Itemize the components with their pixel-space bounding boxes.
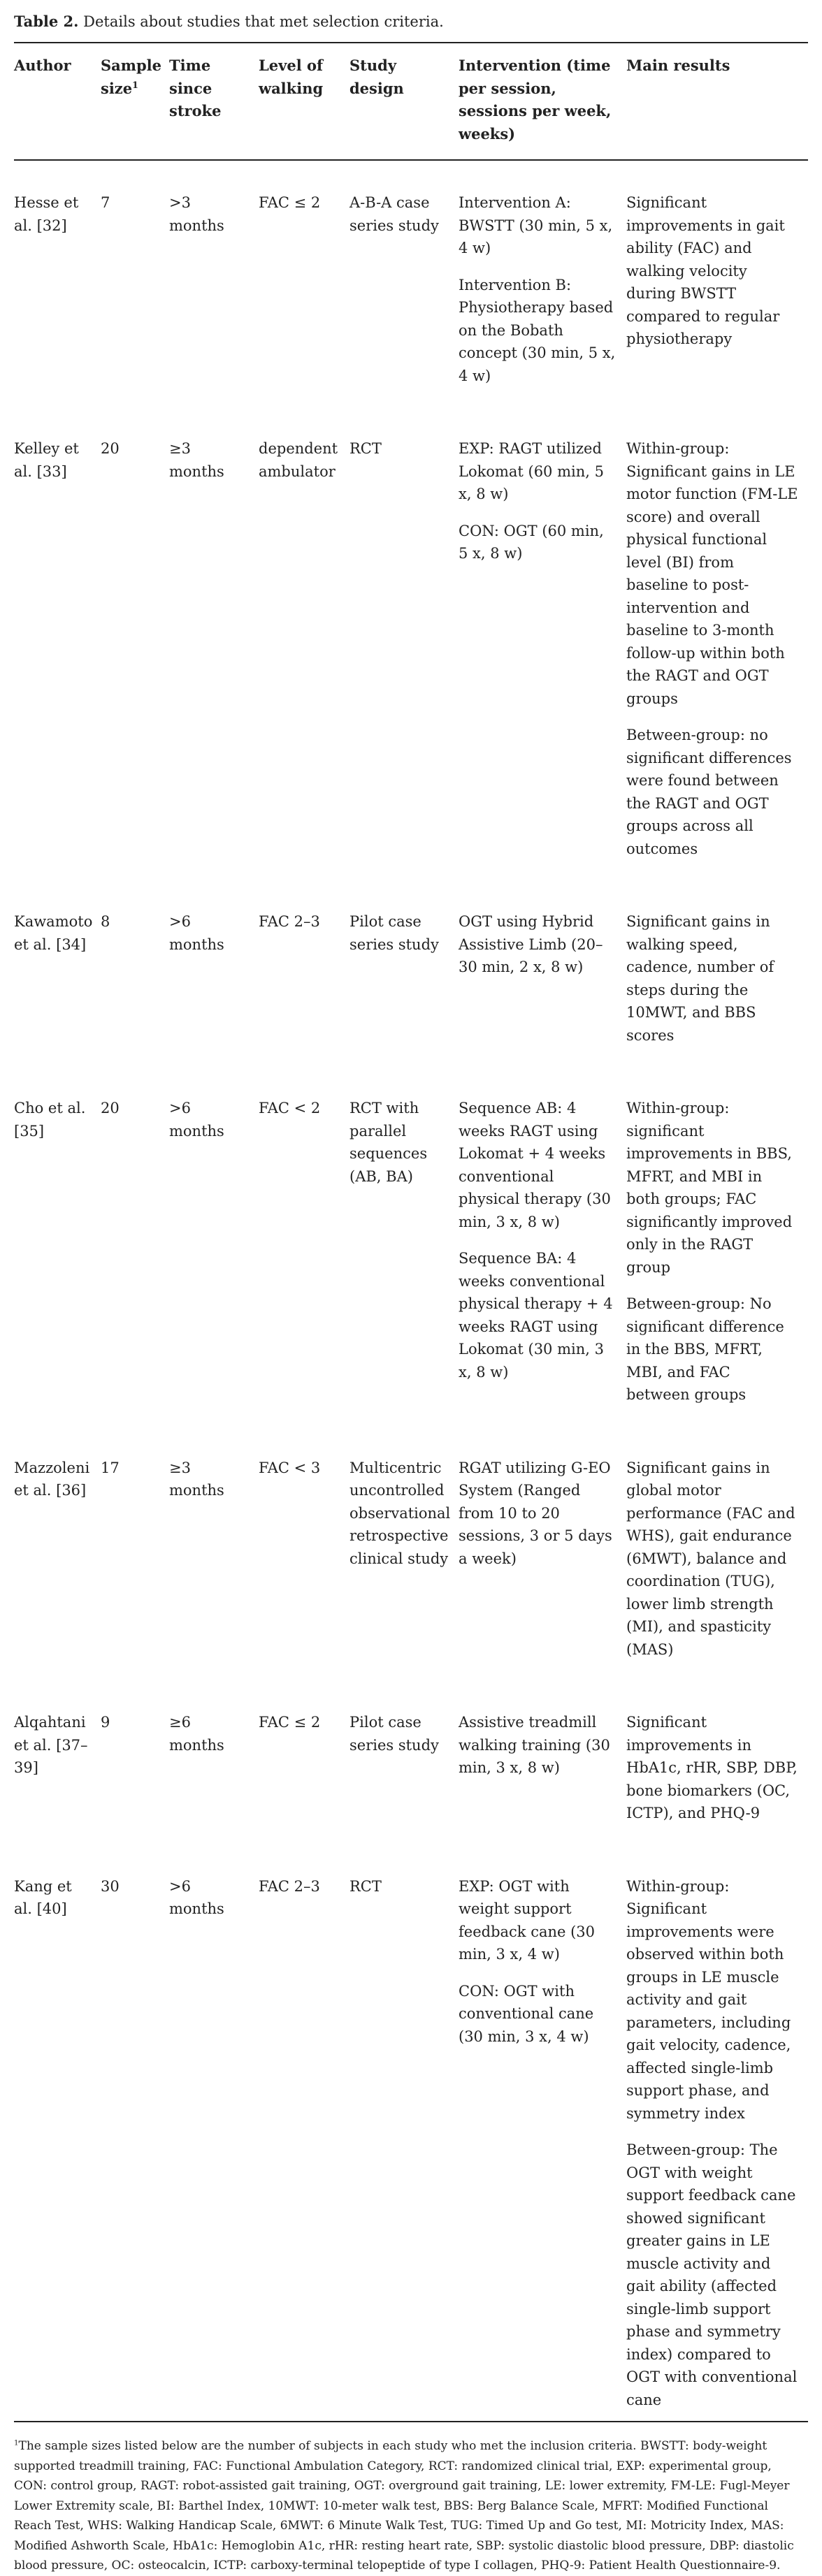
table-row <box>14 885 808 1072</box>
cell-level-of-walking: dependent ambulator <box>259 440 338 480</box>
cell-main-results-paragraph: Within-group: Significant improvements were observed within both groups in LE muscle activity and gait parameters, including gait velocity, cadence, affected single-limb support phase, and symmetry index <box>626 1877 791 2122</box>
footnote-text: The sample sizes listed below are the number of subjects in each study who met the inclusion criteria. BWSTT: body-weight supported treadmill training, FAC: Functional Ambulation Category, RCT: randomized clinical trial, EXP: experimental group, CON: control group, RAGT: robot-assisted gait training, OGT: overground gait training, LE: lower extremity, FM-LE: Fugl-Meyer Lower Extremity scale, BI: Barthel Index, 10MWT: 10-meter walk test, BBS: Berg Balance Scale, MFRT: Modified Functional Reach Test, WHS: Walking Handicap Scale, 6MWT: 6 Minute Walk Test, TUG: Timed Up and Go test, MI: Motricity Index, MAS: Modified Ashworth Scale, HbA1c: Hemoglobin A1c, rHR: resting heart rate, SBP: systolic diastolic blood pressure, DBP: diastolic blood pressure, OC: osteocalcin, ICTP: carboxy-terminal telopeptide of type I collagen, PHQ-9: Patient Health Questionnaire-9. <box>14 2439 794 2573</box>
cell-main-results-paragraph: Significant gains in global motor performance (FAC and WHS), gait endurance (6MWT), balance and coordination (TUG), lower limb strength (MI), and spasticity (MAS) <box>626 1459 795 1658</box>
cell-time-since-stroke: ≥3 months <box>169 1459 224 1499</box>
cell-intervention <box>459 1850 626 2422</box>
cell-sample-size: 17 <box>101 1459 120 1476</box>
header-sample-size-footnote-mark: 1 <box>132 79 138 90</box>
header-study-design: Study design <box>349 43 459 160</box>
cell-sample-size: 7 <box>101 194 110 211</box>
cell-intervention-paragraph: RGAT utilizing G-EO System (Ranged from 10 to 20 sessions, 3 or 5 days a week) <box>459 1459 612 1567</box>
cell-time-since-stroke: >6 months <box>169 913 224 953</box>
cell-sample-size: 20 <box>101 440 120 457</box>
cell-main-results <box>626 1432 808 1687</box>
cell-author: Alqahtani et al. [37–39] <box>14 1714 88 1776</box>
table-body <box>14 160 808 2421</box>
header-row <box>14 43 808 160</box>
cell-main-results-paragraph: Significant improvements in gait ability (FAC) and walking velocity during BWSTT compared to regular physiotherapy <box>626 194 785 347</box>
table-row <box>14 1432 808 1687</box>
cell-intervention <box>459 1072 626 1432</box>
cell-level-of-walking: FAC 2–3 <box>259 913 320 930</box>
table-row <box>14 1072 808 1432</box>
cell-intervention-paragraph: Assistive treadmill walking training (30 min, 3 x, 8 w) <box>459 1714 610 1776</box>
cell-level-of-walking: FAC < 2 <box>259 1100 321 1116</box>
cell-level-of-walking: FAC ≤ 2 <box>259 194 321 211</box>
cell-main-results-paragraph: Within-group: Significant gains in LE motor function (FM-LE score) and overall physical functional level (BI) from baseline to post-intervention and baseline to 3-month follow-up within both the RAGT and OGT groups <box>626 440 798 707</box>
cell-time-since-stroke: ≥6 months <box>169 1714 224 1754</box>
cell-study-design: A-B-A case series study <box>349 194 439 234</box>
cell-intervention-paragraph: Intervention B: Physiotherapy based on the Bobath concept (30 min, 5 x, 4 w) <box>459 276 616 384</box>
header-author: Author <box>14 43 101 160</box>
cell-author: Mazzoleni et al. [36] <box>14 1459 90 1499</box>
studies-table <box>14 42 808 2421</box>
header-time-since-stroke: Time since stroke <box>169 43 259 160</box>
table-header <box>14 43 808 160</box>
table-footnote <box>14 2421 808 2576</box>
cell-main-results-paragraph: Between-group: The OGT with weight support feedback cane showed significant greater gains in LE muscle activity and gait ability (affected single-limb support phase and symmetry index) compared to OGT with conventional cane <box>626 2141 798 2408</box>
cell-intervention <box>459 885 626 1072</box>
cell-author: Kawamoto et al. [34] <box>14 913 93 953</box>
cell-intervention-paragraph: Intervention A: BWSTT (30 min, 5 x, 4 w) <box>459 194 613 256</box>
cell-intervention-paragraph: CON: OGT (60 min, 5 x, 8 w) <box>459 522 604 562</box>
cell-intervention <box>459 1686 626 1850</box>
cell-intervention-paragraph: Sequence AB: 4 weeks RAGT using Lokomat + 4 weeks conventional physical therapy (30 min, 3 x, 8 w) <box>459 1100 611 1230</box>
header-main-results: Main results <box>626 43 808 160</box>
table-row <box>14 412 808 885</box>
cell-main-results-paragraph: Significant gains in walking speed, cadence, number of steps during the 10MWT, and BBS scores <box>626 913 774 1044</box>
cell-main-results <box>626 160 808 412</box>
cell-intervention <box>459 412 626 885</box>
cell-study-design: Multicentric uncontrolled observational retrospective clinical study <box>349 1459 451 1567</box>
cell-intervention <box>459 1432 626 1687</box>
header-level-of-walking: Level of walking <box>259 43 349 160</box>
table-caption <box>14 11 808 32</box>
header-intervention: Intervention (time per session, sessions per week, weeks) <box>459 43 626 160</box>
cell-sample-size: 8 <box>101 913 110 930</box>
cell-main-results-paragraph: Within-group: significant improvements in BBS, MFRT, and MBI in both groups; FAC significantly improved only in the RAGT group <box>626 1100 793 1276</box>
cell-intervention <box>459 160 626 412</box>
cell-level-of-walking: FAC < 3 <box>259 1459 321 1476</box>
cell-time-since-stroke: ≥3 months <box>169 440 224 480</box>
cell-time-since-stroke: >6 months <box>169 1100 224 1140</box>
cell-level-of-walking: FAC 2–3 <box>259 1877 320 1895</box>
cell-intervention-paragraph: Sequence BA: 4 weeks conventional physical therapy + 4 weeks RAGT using Lokomat (30 min, 3 x, 8 w) <box>459 1250 613 1381</box>
cell-author: Kelley et al. [33] <box>14 440 79 480</box>
table-row <box>14 1850 808 2422</box>
table-caption-text: Details about studies that met selection criteria. <box>78 13 444 30</box>
cell-study-design: RCT <box>349 1877 382 1895</box>
cell-study-design: RCT with parallel sequences (AB, BA) <box>349 1100 428 1185</box>
header-sample-size-label: Sample size <box>101 57 162 97</box>
cell-intervention-paragraph: EXP: RAGT utilized Lokomat (60 min, 5 x, 8 w) <box>459 440 604 502</box>
cell-study-design: Pilot case series study <box>349 1714 439 1754</box>
cell-study-design: RCT <box>349 440 382 457</box>
cell-time-since-stroke: >6 months <box>169 1877 224 1917</box>
cell-study-design: Pilot case series study <box>349 913 439 953</box>
cell-sample-size: 9 <box>101 1714 110 1731</box>
cell-main-results-paragraph: Between-group: No significant difference in the BBS, MFRT, MBI, and FAC between groups <box>626 1295 784 1403</box>
cell-intervention-paragraph: OGT using Hybrid Assistive Limb (20–30 min, 2 x, 8 w) <box>459 913 603 975</box>
cell-author: Cho et al. [35] <box>14 1100 86 1140</box>
cell-author: Kang et al. [40] <box>14 1877 72 1917</box>
cell-main-results-paragraph: Significant improvements in HbA1c, rHR, SBP, DBP, bone biomarkers (OC, ICTP), and PHQ-9 <box>626 1714 798 1821</box>
cell-intervention-paragraph: CON: OGT with conventional cane (30 min, 3 x, 4 w) <box>459 1982 594 2045</box>
cell-main-results <box>626 1072 808 1432</box>
cell-main-results <box>626 1850 808 2422</box>
cell-main-results-paragraph: Between-group: no significant differences were found between the RAGT and OGT groups across all outcomes <box>626 727 792 857</box>
cell-main-results <box>626 412 808 885</box>
footnote-mark: 1 <box>14 2439 19 2447</box>
cell-sample-size: 30 <box>101 1877 120 1895</box>
table-row <box>14 160 808 412</box>
cell-main-results <box>626 885 808 1072</box>
cell-level-of-walking: FAC ≤ 2 <box>259 1714 321 1731</box>
cell-intervention-paragraph: EXP: OGT with weight support feedback cane (30 min, 3 x, 4 w) <box>459 1877 596 1963</box>
cell-time-since-stroke: >3 months <box>169 194 224 234</box>
table-row <box>14 1686 808 1850</box>
table-caption-label: Table 2. <box>14 13 79 30</box>
cell-main-results <box>626 1686 808 1850</box>
cell-sample-size: 20 <box>101 1100 120 1116</box>
cell-author: Hesse et al. [32] <box>14 194 79 234</box>
header-sample-size <box>101 43 169 160</box>
